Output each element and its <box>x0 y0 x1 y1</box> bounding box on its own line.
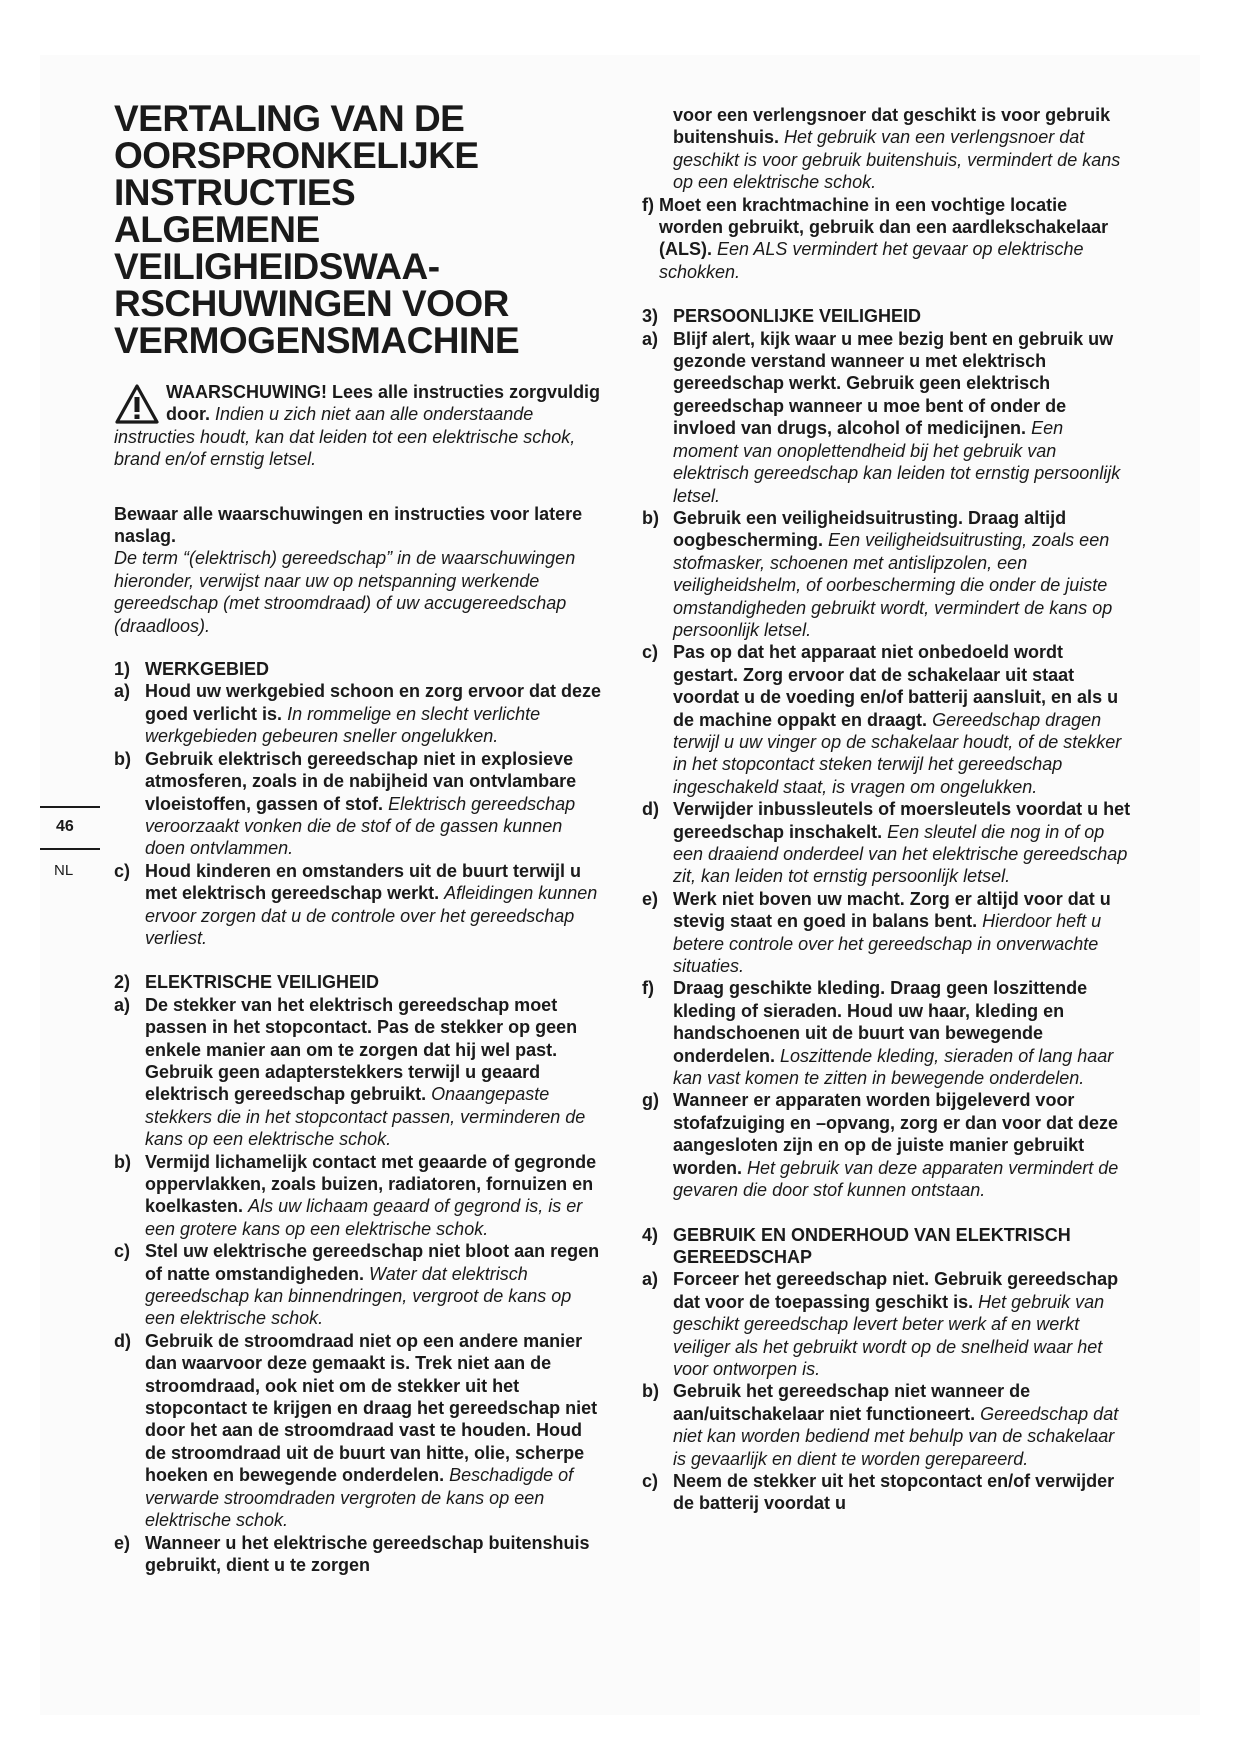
list-item: a) Blijf alert, kijk waar u mee bezig bent en gebruik uw gezonde verstand wanneer u met elektrisch gereedschap werkt. Gebruik geen elektrisch gereedschap wanneer u moe bent of onder de invloed van drugs, alcohol of medicijnen. Een moment van onoplettendheid bij het gebruik van elektrisch gereedschap kan leiden tot ernstig persoonlijk letsel. <box>642 328 1121 506</box>
list-item: e) Werk niet boven uw macht. Zorg er altijd voor dat u stevig staat en goed in balans bent. Hierdoor heft u betere controle over het gereedschap in onverwachte situaties. <box>642 888 1111 977</box>
title-line: RSCHUWINGEN VOOR <box>114 283 509 324</box>
list-item: c) Neem de stekker uit het stopcontact en/of verwijder de batterij voordat u <box>642 1470 1115 1514</box>
section-heading: 2) ELEKTRISCHE VEILIGHEID <box>114 972 380 993</box>
section-work-area <box>114 658 604 949</box>
title-line: INSTRUCTIES <box>114 172 356 213</box>
warning-block <box>114 381 604 471</box>
right-column <box>642 104 1132 1515</box>
page-title <box>114 100 604 359</box>
section-electrical-safety <box>114 971 604 1576</box>
section-personal-safety <box>642 305 1132 1201</box>
title-line: OORSPRONKELIJKE <box>114 135 479 176</box>
language-code: NL <box>54 862 74 879</box>
list-item: b) Vermijd lichamelijk contact met geaarde of gegronde oppervlakken, zoals buizen, radiatoren, fornuizen en koelkasten. Als uw lichaam geaard of gegrond is, is er een grotere kans op een elektrische schok. <box>114 1151 597 1239</box>
list-item: f) Draag geschikte kleding. Draag geen loszittende kleding of sieraden. Houd uw haar, kleding en handschoenen uit de buurt van bewegende onderdelen. Loszittende kleding, sieraden of lang haar kan vast komen te zitten in bewegende onderdelen. <box>642 978 1114 1089</box>
list-item: a) Forceer het gereedschap niet. Gebruik gereedschap dat voor de toepassing geschikt is. Het gebruik van geschikt gereedschap levert beter werk af en werkt veiliger als het gebruikt wordt op de snelheid waar het voor ontworpen is. <box>642 1269 1119 1379</box>
list-item: c) Houd kinderen en omstanders uit de buurt terwijl u met elektrisch gereedschap werkt. Afleidingen kunnen ervoor zorgen dat u de controle over het gereedschap verliest. <box>114 860 598 948</box>
list-item: d) Gebruik de stroomdraad niet op een andere manier dan waarvoor deze gemaakt is. Trek niet aan de stroomdraad, ook niet om de stekker uit het stopcontact te krijgen en draag het gereedschap niet door het aan de stroomdraad vast te houden. Houd de stroomdraad uit de buurt van hitte, olie, scherpe hoeken en bewegende onderdelen. Beschadigde of verwarde stroomdraden vergroten de kans op een elektrische schok. <box>114 1330 598 1531</box>
keep-italic: De term “(elektrisch) gereedschap” in de waarschuwingen hieronder, verwijst naar uw op netspanning werkende gereedschap (met stroomdraad) of uw accugereedschap (draadloos). <box>114 548 576 636</box>
side-rule-bottom <box>40 848 100 850</box>
list-item: d) Verwijder inbussleutels of moersleutels voordat u het gereedschap inschakelt. Een sleutel die nog in of op een draaiend onderdeel van het elektrische gereedschap zit, kan leiden tot ernstig persoonlijk letsel. <box>642 799 1131 887</box>
list-item: a) Houd uw werkgebied schoon en zorg ervoor dat deze goed verlicht is. In rommelige en slecht verlichte werkgebieden gebeuren sneller ongelukken. <box>114 681 602 747</box>
section-heading: 1) WERKGEBIED <box>114 659 270 680</box>
list-item: a) De stekker van het elektrisch gereedschap moet passen in het stopcontact. Pas de stekker op geen enkele manier aan om te zorgen dat hij wel past. Gebruik geen adapterstekkers terwijl u geaard elektrisch gereedschap gebruikt. Onaangepaste stekkers die in het stopcontact passen, verminderen de kans op een elektrische schok. <box>114 994 586 1150</box>
page-number: 46 <box>56 818 74 835</box>
warning-triangle-icon <box>114 383 160 425</box>
keep-instructions <box>114 503 604 637</box>
list-item: c) Stel uw elektrische gereedschap niet bloot aan regen of natte omstandigheden. Water dat elektrisch gereedschap kan binnendringen, vergroot de kans op een elektrische schok. <box>114 1241 600 1329</box>
section-heading: 4) GEBRUIK EN ONDERHOUD VAN ELEKTRISCH GEREEDSCHAP <box>642 1224 1071 1267</box>
list-item: e) Wanneer u het elektrische gereedschap buitenshuis gebruikt, dient u te zorgen <box>114 1532 590 1575</box>
left-column <box>114 100 604 1576</box>
warning-bold: WAARSCHUWING! Lees alle instructies zorgvuldig door. <box>166 382 601 425</box>
list-item: f) Moet een krachtmachine in een vochtige locatie worden gebruikt, gebruik dan een aardlekschakelaar (ALS). Een ALS vermindert het gevaar op elektrische schokken. <box>642 194 1109 282</box>
title-line: VERMOGENSMACHINE <box>114 320 520 361</box>
title-line: VERTALING VAN DE <box>114 98 465 139</box>
warning-italic: Indien u zich niet aan alle onderstaande instructies houdt, kan dat leiden tot een elektrische schok, brand en/of ernstig letsel. <box>114 404 576 470</box>
section-tool-use-maintenance <box>642 1224 1132 1515</box>
title-line: VEILIGHEIDSWAA- <box>114 246 440 287</box>
list-item: b) Gebruik het gereedschap niet wanneer de aan/uitschakelaar niet functioneert. Gereedschap dat niet kan worden bediend met behulp van de schakelaar is gevaarlijk en dient te worden gerepareerd. <box>642 1381 1119 1469</box>
side-rule-top <box>40 806 100 808</box>
keep-bold: Bewaar alle waarschuwingen en instructies voor latere naslag. <box>114 503 583 547</box>
list-item: b) Gebruik een veiligheidsuitrusting. Draag altijd oogbescherming. Een veiligheidsuitrusting, zoals een stofmasker, schoenen met antislipzolen, een veiligheidshelm, of oorbescherming die onder de juiste omstandigheden gebruikt wordt, vermindert de kans op persoonlijk letsel. <box>642 507 1113 640</box>
section-heading: 3) PERSOONLIJKE VEILIGHEID <box>642 306 922 327</box>
list-item: b) Gebruik elektrisch gereedschap niet in explosieve atmosferen, zoals in de nabijheid van ontvlambare vloeistoffen, gassen of stof. Elektrisch gereedschap veroorzaakt vonken die de stof of de gassen kunnen doen ontvlammen. <box>114 748 577 859</box>
continued-item-e: voor een verlengsnoer dat geschikt is voor gebruik buitenshuis. Het gebruik van een verlengsnoer dat geschikt is voor gebruik buitenshuis, vermindert de kans op een elektrische schok. <box>673 105 1121 193</box>
list-item: g) Wanneer er apparaten worden bijgeleverd voor stofafzuiging en –opvang, zorg er dan voor dat deze aangesloten zijn en op de juiste manier gebruikt worden. Het gebruik van deze apparaten vermindert de gevaren die door stof kunnen ontstaan. <box>642 1090 1119 1201</box>
title-line: ALGEMENE <box>114 209 320 250</box>
list-item: c) Pas op dat het apparaat niet onbedoeld wordt gestart. Zorg ervoor dat de schakelaar uit staat voordat u de voeding en/of batterij aansluit, en als u de machine oppakt en draagt. Gereedschap dragen terwijl u uw vinger op de schakelaar houdt, of de stekker in het stopcontact steken terwijl het gereedschap ingeschakeld staat, is vragen om ongelukken. <box>642 642 1122 797</box>
